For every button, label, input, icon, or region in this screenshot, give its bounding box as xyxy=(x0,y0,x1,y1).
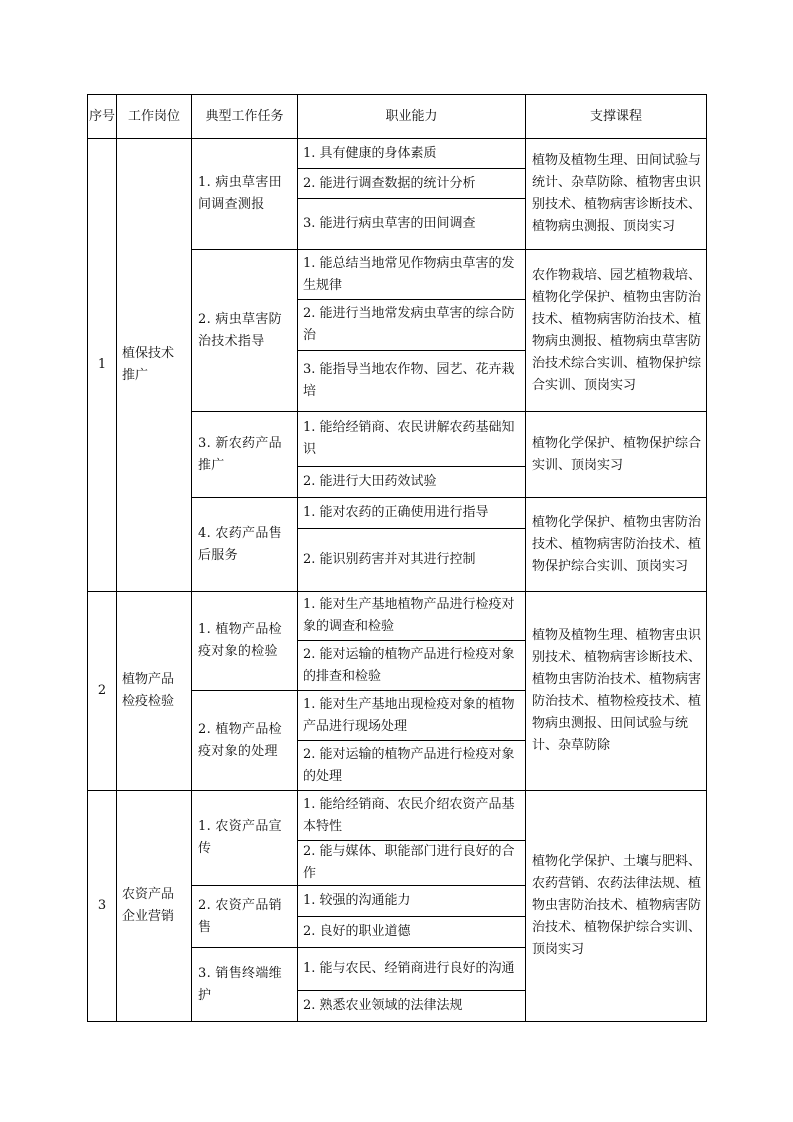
typical-task: 2. 植物产品检疫对象的处理 xyxy=(192,691,298,791)
typical-task: 2. 农资产品销售 xyxy=(192,886,298,948)
ability-item: 1. 能总结当地常见作物病虫草害的发生规律 xyxy=(298,250,526,300)
job-post: 植保技术推广 xyxy=(117,139,192,592)
typical-task: 1. 病虫草害田间调查测报 xyxy=(192,139,298,250)
header-post: 工作岗位 xyxy=(117,95,192,139)
table-row xyxy=(88,592,707,641)
header-no: 序号 xyxy=(88,95,117,139)
ability-item: 1. 具有健康的身体素质 xyxy=(298,139,526,169)
ability-item: 2. 熟悉农业领域的法律法规 xyxy=(298,991,526,1022)
job-post: 农资产品企业营销 xyxy=(117,791,192,1022)
row-number: 3 xyxy=(88,791,117,1022)
job-ability-table xyxy=(87,94,707,1022)
support-course: 植物及植物生理、植物害虫识别技术、植物病害诊断技术、植物虫害防治技术、植物病害防治技术、植物检疫技术、植物病虫测报、田间试验与统计、杂草防除 xyxy=(526,592,707,791)
header-task: 典型工作任务 xyxy=(192,95,298,139)
ability-item: 2. 能识别药害并对其进行控制 xyxy=(298,529,526,592)
support-course: 农作物栽培、园艺植物栽培、植物化学保护、植物虫害防治技术、植物病害防治技术、植物病虫测报、植物病虫草害防治技术综合实训、植物保护综合实训、顶岗实习 xyxy=(526,250,707,412)
ability-item: 2. 良好的职业道德 xyxy=(298,917,526,948)
ability-item: 1. 较强的沟通能力 xyxy=(298,886,526,917)
header-course: 支撑课程 xyxy=(526,95,707,139)
typical-task: 3. 新农药产品推广 xyxy=(192,412,298,498)
ability-item: 3. 能指导当地农作物、园艺、花卉栽培 xyxy=(298,351,526,412)
ability-item: 1. 能给经销商、农民介绍农资产品基本特性 xyxy=(298,791,526,841)
table-row xyxy=(88,791,707,841)
header-ability: 职业能力 xyxy=(298,95,526,139)
ability-item: 2. 能对运输的植物产品进行检疫对象的处理 xyxy=(298,741,526,791)
ability-item: 1. 能给经销商、农民讲解农药基础知识 xyxy=(298,412,526,467)
support-course: 植物化学保护、植物虫害防治技术、植物病害防治技术、植物保护综合实训、顶岗实习 xyxy=(526,498,707,592)
header-row xyxy=(88,95,707,139)
support-course: 植物化学保护、土壤与肥料、农药营销、农药法律法规、植物虫害防治技术、植物病害防治技术、植物保护综合实训、顶岗实习 xyxy=(526,791,707,1022)
ability-item: 2. 能进行当地常发病虫草害的综合防治 xyxy=(298,300,526,351)
ability-item: 2. 能对运输的植物产品进行检疫对象的排查和检验 xyxy=(298,641,526,691)
ability-item: 2. 能进行调查数据的统计分析 xyxy=(298,169,526,199)
typical-task: 2. 病虫草害防治技术指导 xyxy=(192,250,298,412)
ability-item: 1. 能与农民、经销商进行良好的沟通 xyxy=(298,948,526,991)
ability-item: 1. 能对生产基地出现检疫对象的植物产品进行现场处理 xyxy=(298,691,526,741)
support-course: 植物化学保护、植物保护综合实训、顶岗实习 xyxy=(526,412,707,498)
document-page xyxy=(87,94,706,1024)
table-row xyxy=(88,139,707,169)
support-course: 植物及植物生理、田间试验与统计、杂草防除、植物害虫识别技术、植物病害诊断技术、植物病虫测报、顶岗实习 xyxy=(526,139,707,250)
typical-task: 1. 植物产品检疫对象的检验 xyxy=(192,592,298,691)
job-post: 植物产品检疫检验 xyxy=(117,592,192,791)
typical-task: 4. 农药产品售后服务 xyxy=(192,498,298,592)
ability-item: 1. 能对生产基地植物产品进行检疫对象的调查和检验 xyxy=(298,592,526,641)
row-number: 2 xyxy=(88,592,117,791)
row-number: 1 xyxy=(88,139,117,592)
ability-item: 3. 能进行病虫草害的田间调查 xyxy=(298,199,526,250)
ability-item: 1. 能对农药的正确使用进行指导 xyxy=(298,498,526,529)
ability-item: 2. 能与媒体、职能部门进行良好的合作 xyxy=(298,841,526,886)
typical-task: 3. 销售终端维护 xyxy=(192,948,298,1022)
typical-task: 1. 农资产品宣传 xyxy=(192,791,298,886)
ability-item: 2. 能进行大田药效试验 xyxy=(298,467,526,498)
